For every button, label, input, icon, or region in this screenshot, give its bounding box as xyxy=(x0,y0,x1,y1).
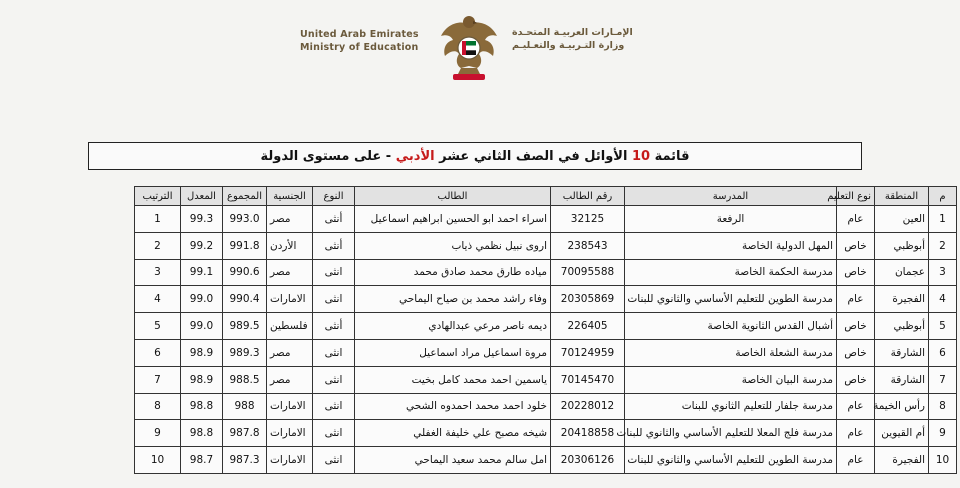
cell-student-id: 20306126 xyxy=(551,447,625,474)
cell-index: 1 xyxy=(929,206,957,233)
column-header: النوع xyxy=(313,187,355,206)
title-count: 10 xyxy=(631,148,651,164)
column-header: المدرسة xyxy=(625,187,837,206)
column-header: المعدل xyxy=(181,187,223,206)
cell-region: الفجيرة xyxy=(875,447,929,474)
cell-region: أم القيوين xyxy=(875,420,929,447)
cell-school: مدرسة البيان الخاصة xyxy=(625,366,837,393)
cell-education-type: خاص xyxy=(837,313,875,340)
cell-total: 990.6 xyxy=(223,259,267,286)
cell-school: الرفعة xyxy=(625,206,837,233)
cell-index: 10 xyxy=(929,447,957,474)
cell-student-name: مروة اسماعيل مراد اسماعيل xyxy=(355,339,551,366)
table-row xyxy=(135,206,957,233)
cell-student-name: اسراء احمد ابو الحسين ابراهيم اسماعيل xyxy=(355,206,551,233)
table-row xyxy=(135,366,957,393)
cell-average: 99.2 xyxy=(181,232,223,259)
cell-total: 990.4 xyxy=(223,286,267,313)
cell-school: المهل الدولية الخاصة xyxy=(625,232,837,259)
cell-gender: انثى xyxy=(313,286,355,313)
top-students-table xyxy=(134,186,956,474)
cell-total: 988.5 xyxy=(223,366,267,393)
cell-gender: انثى xyxy=(313,259,355,286)
cell-total: 989.3 xyxy=(223,339,267,366)
cell-nationality: الامارات xyxy=(267,393,313,420)
cell-region: رأس الخيمة xyxy=(875,393,929,420)
cell-rank: 1 xyxy=(135,206,181,233)
cell-total: 987.8 xyxy=(223,420,267,447)
cell-student-name: شيخه مصبح علي خليفة الغفلي xyxy=(355,420,551,447)
cell-region: عجمان xyxy=(875,259,929,286)
cell-school: مدرسة فلج المعلا للتعليم الأساسي والثانوي للبنات xyxy=(625,420,837,447)
title-part3: - على مستوى الدولة xyxy=(260,148,392,164)
column-header: الطالب xyxy=(355,187,551,206)
ministry-name-arabic-line: وزارة التـربيـة والتعـليـم xyxy=(512,40,625,51)
cell-total: 991.8 xyxy=(223,232,267,259)
cell-nationality: الامارات xyxy=(267,447,313,474)
table-row xyxy=(135,232,957,259)
ministry-name-english xyxy=(300,28,430,54)
table-row xyxy=(135,259,957,286)
cell-average: 99.0 xyxy=(181,313,223,340)
cell-student-id: 20228012 xyxy=(551,393,625,420)
cell-nationality: الامارات xyxy=(267,420,313,447)
cell-school: مدرسة جلفار للتعليم الثانوي للبنات xyxy=(625,393,837,420)
column-header: المنطقة xyxy=(875,187,929,206)
cell-education-type: عام xyxy=(837,206,875,233)
cell-total: 989.5 xyxy=(223,313,267,340)
cell-student-name: ياسمين احمد محمد كامل بخيت xyxy=(355,366,551,393)
cell-student-id: 20305869 xyxy=(551,286,625,313)
cell-region: أبوظبي xyxy=(875,313,929,340)
cell-average: 98.7 xyxy=(181,447,223,474)
country-name-english: United Arab Emirates xyxy=(300,29,419,40)
uae-falcon-emblem-icon xyxy=(437,10,501,84)
cell-rank: 10 xyxy=(135,447,181,474)
cell-rank: 8 xyxy=(135,393,181,420)
cell-rank: 5 xyxy=(135,313,181,340)
document-title xyxy=(88,142,862,170)
cell-index: 5 xyxy=(929,313,957,340)
cell-total: 988 xyxy=(223,393,267,420)
cell-education-type: عام xyxy=(837,420,875,447)
cell-student-name: امل سالم محمد سعيد اليماحي xyxy=(355,447,551,474)
cell-average: 99.1 xyxy=(181,259,223,286)
table-header-row xyxy=(135,187,957,206)
table-row xyxy=(135,447,957,474)
cell-student-name: اروى نبيل نظمي ذياب xyxy=(355,232,551,259)
cell-nationality: مصر xyxy=(267,366,313,393)
cell-rank: 6 xyxy=(135,339,181,366)
cell-education-type: خاص xyxy=(837,339,875,366)
cell-rank: 9 xyxy=(135,420,181,447)
cell-gender: أنثى xyxy=(313,313,355,340)
cell-total: 987.3 xyxy=(223,447,267,474)
cell-education-type: خاص xyxy=(837,232,875,259)
cell-education-type: خاص xyxy=(837,259,875,286)
cell-student-name: مياده طارق محمد صادق محمد xyxy=(355,259,551,286)
cell-student-id: 70145470 xyxy=(551,366,625,393)
cell-school: مدرسة الشعلة الخاصة xyxy=(625,339,837,366)
cell-region: العين xyxy=(875,206,929,233)
table-row xyxy=(135,393,957,420)
table-row xyxy=(135,313,957,340)
cell-total: 993.0 xyxy=(223,206,267,233)
cell-nationality: فلسطين xyxy=(267,313,313,340)
cell-student-id: 70095588 xyxy=(551,259,625,286)
cell-student-id: 238543 xyxy=(551,232,625,259)
column-header: الترتيب xyxy=(135,187,181,206)
cell-index: 2 xyxy=(929,232,957,259)
table-row xyxy=(135,286,957,313)
cell-average: 99.3 xyxy=(181,206,223,233)
title-track: الأدبي xyxy=(395,148,435,164)
cell-school: أشبال القدس الثانوية الخاصة xyxy=(625,313,837,340)
page-header xyxy=(0,8,960,88)
column-header: نوع التعليم xyxy=(837,187,875,206)
column-header: الجنسية xyxy=(267,187,313,206)
cell-school: مدرسة الحكمة الخاصة xyxy=(625,259,837,286)
cell-rank: 4 xyxy=(135,286,181,313)
cell-region: الشارقة xyxy=(875,339,929,366)
column-header: المجموع xyxy=(223,187,267,206)
title-part1: قائمة xyxy=(654,148,690,164)
cell-index: 9 xyxy=(929,420,957,447)
cell-student-id: 32125 xyxy=(551,206,625,233)
cell-index: 7 xyxy=(929,366,957,393)
ministry-name-arabic xyxy=(512,26,642,52)
column-header: رقم الطالب xyxy=(551,187,625,206)
cell-nationality: الأردن xyxy=(267,232,313,259)
cell-average: 98.9 xyxy=(181,339,223,366)
cell-region: الشارقة xyxy=(875,366,929,393)
cell-rank: 2 xyxy=(135,232,181,259)
cell-nationality: الامارات xyxy=(267,286,313,313)
cell-education-type: عام xyxy=(837,447,875,474)
cell-gender: انثى xyxy=(313,447,355,474)
cell-education-type: عام xyxy=(837,393,875,420)
table-row xyxy=(135,339,957,366)
cell-student-id: 70124959 xyxy=(551,339,625,366)
cell-nationality: مصر xyxy=(267,259,313,286)
cell-gender: انثى xyxy=(313,339,355,366)
cell-gender: انثى xyxy=(313,420,355,447)
cell-index: 3 xyxy=(929,259,957,286)
cell-nationality: مصر xyxy=(267,206,313,233)
cell-rank: 3 xyxy=(135,259,181,286)
cell-region: الفجيرة xyxy=(875,286,929,313)
cell-school: مدرسة الطوين للتعليم الأساسي والثانوي للبنات xyxy=(625,447,837,474)
cell-average: 98.8 xyxy=(181,393,223,420)
cell-index: 8 xyxy=(929,393,957,420)
cell-student-id: 226405 xyxy=(551,313,625,340)
cell-average: 99.0 xyxy=(181,286,223,313)
cell-education-type: خاص xyxy=(837,366,875,393)
cell-school: مدرسة الطوين للتعليم الأساسي والثانوي للبنات xyxy=(625,286,837,313)
cell-student-name: خلود احمد محمد احمدوه الشحي xyxy=(355,393,551,420)
cell-gender: أنثى xyxy=(313,206,355,233)
cell-student-id: 20418858 xyxy=(551,420,625,447)
cell-average: 98.8 xyxy=(181,420,223,447)
table-row xyxy=(135,420,957,447)
ministry-name-english-line: Ministry of Education xyxy=(300,42,419,53)
column-header: م xyxy=(929,187,957,206)
cell-nationality: مصر xyxy=(267,339,313,366)
country-name-arabic: الإمـارات العربيـة المتحـدة xyxy=(512,27,633,38)
cell-index: 4 xyxy=(929,286,957,313)
cell-education-type: عام xyxy=(837,286,875,313)
cell-rank: 7 xyxy=(135,366,181,393)
cell-gender: أنثى xyxy=(313,232,355,259)
cell-gender: انثى xyxy=(313,366,355,393)
title-part2: الأوائل في الصف الثاني عشر xyxy=(439,148,628,164)
cell-region: أبوظبي xyxy=(875,232,929,259)
cell-average: 98.9 xyxy=(181,366,223,393)
cell-gender: انثى xyxy=(313,393,355,420)
cell-student-name: ديمه ناصر مرعي عبدالهادي xyxy=(355,313,551,340)
cell-index: 6 xyxy=(929,339,957,366)
cell-student-name: وفاء راشد محمد بن صياح اليماحي xyxy=(355,286,551,313)
